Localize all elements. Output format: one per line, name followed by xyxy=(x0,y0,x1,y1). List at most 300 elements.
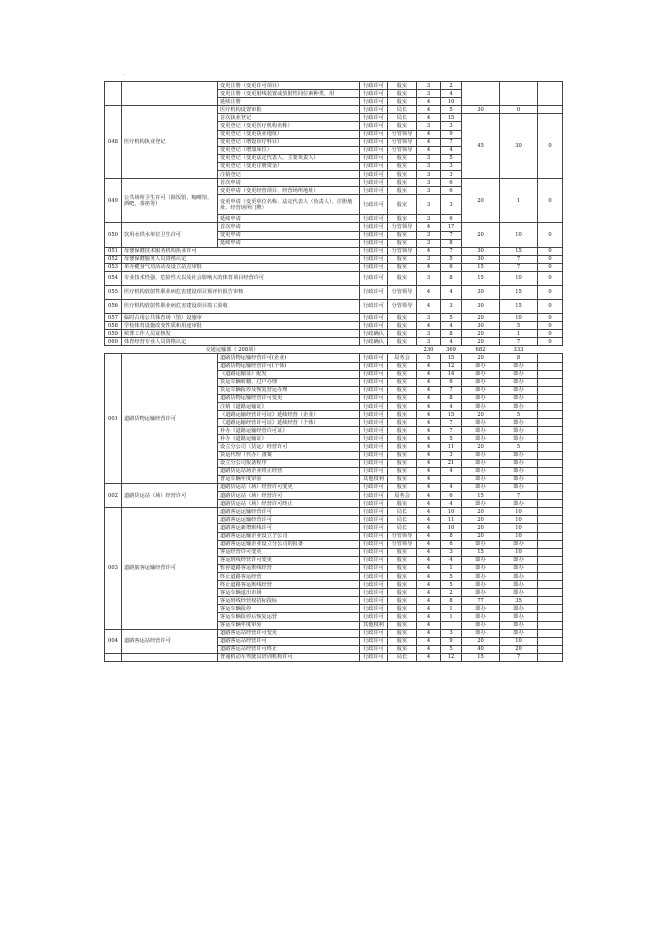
approver: 股室 xyxy=(388,338,417,346)
steps: 3 xyxy=(417,215,441,223)
approver: 股室 xyxy=(388,459,417,467)
item-type: 行政许可 xyxy=(360,556,388,564)
materials: 4 xyxy=(441,467,462,475)
steps: 4 xyxy=(417,130,441,138)
approver: 股室 xyxy=(388,500,417,508)
steps: 5 xyxy=(417,354,441,362)
item-type: 行政许可 xyxy=(360,508,388,516)
materials: 3 xyxy=(441,451,462,459)
materials: 3 xyxy=(441,299,462,313)
item-type: 行政许可 xyxy=(360,500,388,508)
steps: 4 xyxy=(417,629,441,637)
fee: 0 xyxy=(538,255,563,263)
item-name: 注销登记 xyxy=(218,171,360,179)
materials: 14 xyxy=(441,370,462,378)
steps: 3 xyxy=(417,313,441,321)
item-name: 道路货物运输经营许可(个体) xyxy=(218,362,360,370)
steps: 3 xyxy=(417,179,441,187)
item-type: 行政许可 xyxy=(360,354,388,362)
group-no: 001 xyxy=(105,354,122,484)
blank-cell xyxy=(388,346,417,354)
approver: 局长 xyxy=(388,114,417,122)
item-type: 行政许可 xyxy=(360,629,388,637)
promise-days: 10 xyxy=(500,532,538,540)
materials: 7 xyxy=(441,138,462,146)
legal-days: 即办 xyxy=(462,467,500,475)
legal-days: 20 xyxy=(462,338,500,346)
group-no: 059 xyxy=(105,330,122,338)
item-type: 行政确认 xyxy=(360,330,388,338)
fee xyxy=(538,451,563,459)
item-name: 道路客运站经营许可终止 xyxy=(218,645,360,653)
approver: 股室 xyxy=(388,378,417,386)
steps: 4 xyxy=(417,247,441,255)
approver: 股室 xyxy=(388,179,417,187)
legal-days: 即办 xyxy=(462,435,500,443)
item-name: 暂停道路客运班线经营 xyxy=(218,564,360,572)
fee xyxy=(538,645,563,653)
steps: 4 xyxy=(417,443,441,451)
item-type: 行政许可 xyxy=(360,271,388,285)
item-type: 行政许可 xyxy=(360,645,388,653)
materials: 7 xyxy=(441,231,462,239)
steps: 4 xyxy=(417,322,441,330)
item-type: 行政许可 xyxy=(360,179,388,187)
item-name: 客运车辆报停后恢复运营 xyxy=(218,613,360,621)
approver: 股室 xyxy=(388,427,417,435)
item-name: 补办《道路运输证》 xyxy=(218,435,360,443)
item-name: 医疗机构设置审批 xyxy=(218,106,360,114)
materials: 8 xyxy=(441,597,462,605)
fee: 0 xyxy=(538,114,563,179)
materials: 6 xyxy=(441,215,462,223)
approver: 股室 xyxy=(388,187,417,195)
group-name: 医疗机构放射性职业病危害建设项目竣工验收 xyxy=(122,299,360,313)
item-name: 普运车辆年度审验 xyxy=(218,475,360,483)
promise-days: 7 xyxy=(500,255,538,263)
fee xyxy=(538,475,563,483)
materials: 3 xyxy=(441,122,462,130)
item-type: 行政许可 xyxy=(360,589,388,597)
steps: 3 xyxy=(417,187,441,195)
fee xyxy=(538,532,563,540)
item-type: 行政许可 xyxy=(360,106,388,114)
legal-days: 即办 xyxy=(462,427,500,435)
fee xyxy=(538,564,563,572)
fee xyxy=(538,500,563,508)
approver: 分管领导 xyxy=(388,223,417,231)
approver: 股室 xyxy=(388,215,417,223)
steps: 4 xyxy=(417,500,441,508)
fee xyxy=(538,378,563,386)
fee xyxy=(538,403,563,411)
item-type: 行政许可 xyxy=(360,187,388,195)
materials: 11 xyxy=(441,443,462,451)
materials: 8 xyxy=(441,532,462,540)
approver: 股室 xyxy=(388,263,417,271)
group-name: 单办健身气功活动及设立站点审批 xyxy=(122,263,360,271)
legal-days: 15 xyxy=(462,548,500,556)
table-row xyxy=(105,223,563,231)
item-type: 行政许可 xyxy=(360,524,388,532)
item-type: 行政许可 xyxy=(360,581,388,589)
fee xyxy=(538,411,563,419)
section-header-row xyxy=(105,346,563,354)
item-type: 其他权利 xyxy=(360,621,388,629)
item-type: 行政许可 xyxy=(360,443,388,451)
group-no: 053 xyxy=(105,263,122,271)
item-type: 行政许可 xyxy=(360,138,388,146)
fee xyxy=(538,467,563,475)
group-no: 052 xyxy=(105,255,122,263)
steps: 4 xyxy=(417,467,441,475)
approver: 股室 xyxy=(388,231,417,239)
materials: 4 xyxy=(441,500,462,508)
legal-days: 即办 xyxy=(462,451,500,459)
item-name: 首次执业登记 xyxy=(218,114,360,122)
fee: 0 xyxy=(538,330,563,338)
fee: 0 xyxy=(538,271,563,285)
legal-days: 即办 xyxy=(462,475,500,483)
fee xyxy=(538,508,563,516)
group-no: 058 xyxy=(105,322,122,330)
materials-total: 369 xyxy=(441,346,462,354)
materials: 3 xyxy=(441,548,462,556)
approver: 局长 xyxy=(388,106,417,114)
fee xyxy=(538,548,563,556)
item-name: 首次申请 xyxy=(218,179,360,187)
fee xyxy=(538,613,563,621)
promise-days: 即办 xyxy=(500,564,538,572)
legal-days: 20 xyxy=(462,508,500,516)
group-name: 母婴保健服务人员资格认定 xyxy=(122,255,360,263)
item-type: 行政许可 xyxy=(360,403,388,411)
steps: 4 xyxy=(417,556,441,564)
steps: 3 xyxy=(417,239,441,247)
corner-mark: · xyxy=(123,72,125,78)
approver: 股室 xyxy=(388,629,417,637)
legal-days: 20 xyxy=(462,637,500,645)
approver: 股室 xyxy=(388,605,417,613)
approver: 分管领导 xyxy=(388,138,417,146)
group-no xyxy=(105,82,122,106)
table-row xyxy=(105,106,563,114)
table-row xyxy=(105,247,563,255)
approver: 股室 xyxy=(388,90,417,98)
item-name: 客运经营许可变更 xyxy=(218,548,360,556)
item-name: 变更登记（变更注册资金） xyxy=(218,162,360,170)
legal-days: 77 xyxy=(462,597,500,605)
steps: 4 xyxy=(417,508,441,516)
steps: 4 xyxy=(417,114,441,122)
steps: 3 xyxy=(417,330,441,338)
item-type: 行政许可 xyxy=(360,98,388,106)
materials: 5 xyxy=(441,581,462,589)
item-type: 行政许可 xyxy=(360,386,388,394)
table-row xyxy=(105,271,563,285)
promise-days: 即办 xyxy=(500,451,538,459)
approver: 分管领导 xyxy=(388,540,417,548)
materials: 6 xyxy=(441,179,462,187)
materials: 4 xyxy=(441,285,462,299)
fee xyxy=(538,653,563,661)
steps: 4 xyxy=(417,106,441,114)
item-type: 行政许可 xyxy=(360,516,388,524)
promise-days: 10 xyxy=(500,548,538,556)
fee: 0 xyxy=(538,223,563,247)
item-type: 行政许可 xyxy=(360,483,388,491)
item-name: 变更登记（变更医疗机构名称） xyxy=(218,122,360,130)
fee xyxy=(538,581,563,589)
approver: 股室 xyxy=(388,419,417,427)
item-type: 行政许可 xyxy=(360,370,388,378)
fee: 0 xyxy=(538,285,563,299)
steps: 4 xyxy=(417,653,441,661)
steps: 3 xyxy=(417,82,441,90)
item-name: 客运班线经营许可变更 xyxy=(218,556,360,564)
approver: 股室 xyxy=(388,637,417,645)
steps: 4 xyxy=(417,451,441,459)
legal-days: 即办 xyxy=(462,613,500,621)
item-type: 行政许可 xyxy=(360,427,388,435)
approver: 股室 xyxy=(388,564,417,572)
item-type: 行政许可 xyxy=(360,285,388,299)
materials: 7 xyxy=(441,247,462,255)
fee: 0 xyxy=(538,338,563,346)
item-name: 注销《道路运输证》 xyxy=(218,403,360,411)
item-name: 货运车辆转籍、过户办理 xyxy=(218,378,360,386)
fee: 0 xyxy=(538,247,563,255)
approver: 股室 xyxy=(388,403,417,411)
approver: 股室 xyxy=(388,82,417,90)
fee xyxy=(538,427,563,435)
legal-days: 即办 xyxy=(462,386,500,394)
item-type: 行政确认 xyxy=(360,338,388,346)
steps: 4 xyxy=(417,621,441,629)
item-name: 道路货运站（场）经营许可 xyxy=(218,492,360,500)
item-name: 客运车辆退出市场 xyxy=(218,589,360,597)
legal-days: 30 xyxy=(462,285,500,299)
promise-days: 即办 xyxy=(500,467,538,475)
materials: 1 xyxy=(441,564,462,572)
steps: 4 xyxy=(417,572,441,580)
steps: 4 xyxy=(417,645,441,653)
table-row xyxy=(105,338,563,346)
materials: 10 xyxy=(441,98,462,106)
materials: 5 xyxy=(441,313,462,321)
materials: 15 xyxy=(441,354,462,362)
group-name: 专业技术性强、危险性大以及社会影响大的体育项目经营许可 xyxy=(122,271,360,285)
item-type: 行政许可 xyxy=(360,378,388,386)
legal-days: 即办 xyxy=(462,540,500,548)
table-row xyxy=(105,82,563,90)
group-name: 临时占用公共体育场（馆）设施审 xyxy=(122,313,360,321)
item-type: 行政许可 xyxy=(360,613,388,621)
fee xyxy=(538,106,563,114)
promise-days: 10 xyxy=(500,637,538,645)
steps: 3 xyxy=(417,271,441,285)
group-no: 057 xyxy=(105,313,122,321)
item-name: 延续申请 xyxy=(218,239,360,247)
promise-days: 即办 xyxy=(500,621,538,629)
legal-days: 45 xyxy=(462,114,500,179)
materials: 15 xyxy=(441,411,462,419)
item-name: 《道路运输经营许可证》延续经营（企业） xyxy=(218,411,360,419)
legal-days: 即办 xyxy=(462,459,500,467)
steps: 3 xyxy=(417,171,441,179)
group-no: 002 xyxy=(105,483,122,507)
fee xyxy=(538,524,563,532)
approver: 股室 xyxy=(388,271,417,285)
group-no: 051 xyxy=(105,247,122,255)
fee xyxy=(538,354,563,362)
item-name: 客运车辆报停 xyxy=(218,605,360,613)
legal-days: 即办 xyxy=(462,564,500,572)
materials: 17 xyxy=(441,223,462,231)
group-no: 003 xyxy=(105,508,122,629)
group-name: 殡葬工作人员证核发 xyxy=(122,330,360,338)
legal-days: 20 xyxy=(462,223,500,247)
steps: 4 xyxy=(417,370,441,378)
item-name: 货运车辆报停及恢复营运办理 xyxy=(218,386,360,394)
item-type: 行政许可 xyxy=(360,435,388,443)
steps: 4 xyxy=(417,403,441,411)
steps: 4 xyxy=(417,98,441,106)
approver: 股室 xyxy=(388,475,417,483)
item-name: 道路客运站经营许可变更 xyxy=(218,629,360,637)
legal-days: 20 xyxy=(462,516,500,524)
group-name: 饮用水供水单位卫生许可 xyxy=(122,223,218,247)
legal-days: 即办 xyxy=(462,605,500,613)
legal-days: 30 xyxy=(462,247,500,255)
steps: 4 xyxy=(417,597,441,605)
promise-days: 15 xyxy=(500,299,538,313)
materials: 8 xyxy=(441,330,462,338)
fee xyxy=(538,637,563,645)
legal-days: 即办 xyxy=(462,556,500,564)
table-row xyxy=(105,330,563,338)
item-name: 货运代理（代办）备案 xyxy=(218,451,360,459)
steps: 3 xyxy=(417,162,441,170)
steps: 4 xyxy=(417,419,441,427)
item-name: 首次申请 xyxy=(218,223,360,231)
approver: 股室 xyxy=(388,330,417,338)
promise-days: 10 xyxy=(500,524,538,532)
table-row xyxy=(105,653,563,661)
steps: 4 xyxy=(417,483,441,491)
promise-days: 即办 xyxy=(500,427,538,435)
legal-days: 20 xyxy=(462,330,500,338)
approver: 局长 xyxy=(388,516,417,524)
fee xyxy=(538,540,563,548)
item-type: 行政许可 xyxy=(360,492,388,500)
steps: 3 xyxy=(417,255,441,263)
steps: 4 xyxy=(417,411,441,419)
materials: 4 xyxy=(441,556,462,564)
approver: 局长 xyxy=(388,508,417,516)
item-type: 行政许可 xyxy=(360,637,388,645)
steps-total: 230 xyxy=(417,346,441,354)
item-name: 客运车辆年度审验 xyxy=(218,621,360,629)
item-type: 行政许可 xyxy=(360,548,388,556)
item-type: 行政许可 xyxy=(360,467,388,475)
table-row xyxy=(105,629,563,637)
steps: 4 xyxy=(417,386,441,394)
approver: 股室 xyxy=(388,613,417,621)
steps: 4 xyxy=(417,138,441,146)
item-name: 变更注册（变更许可项目） xyxy=(218,82,360,90)
promise-days: 即办 xyxy=(500,556,538,564)
steps: 4 xyxy=(417,581,441,589)
item-name: 道路客运运输企业设立子公司 xyxy=(218,532,360,540)
group-name: 母婴保健技术服务机构执业许可 xyxy=(122,247,360,255)
materials xyxy=(441,475,462,483)
group-name: 道路旅客运输经营许可 xyxy=(122,508,218,629)
materials: 5 xyxy=(441,435,462,443)
group-no: 056 xyxy=(105,299,122,313)
item-name: 道路货运站（场）经营许可终止 xyxy=(218,500,360,508)
materials: 5 xyxy=(441,572,462,580)
item-type: 行政许可 xyxy=(360,223,388,231)
item-name: 普通机动车驾驶员培训机构许可 xyxy=(218,653,360,661)
item-type: 行政许可 xyxy=(360,255,388,263)
legal-days-total: 682 xyxy=(462,346,500,354)
promise-days: 1 xyxy=(500,330,538,338)
promise-days: 5 xyxy=(500,322,538,330)
fee: 0 xyxy=(538,313,563,321)
legal-days: 即办 xyxy=(462,403,500,411)
steps: 3 xyxy=(417,338,441,346)
steps: 3 xyxy=(417,154,441,162)
item-type: 行政许可 xyxy=(360,195,388,215)
materials: 3 xyxy=(441,162,462,170)
legal-days: 即办 xyxy=(462,629,500,637)
group-name: 医疗机构放射性职业病危害建设项目预评价报告审核 xyxy=(122,285,360,299)
steps: 4 xyxy=(417,362,441,370)
approver: 股室 xyxy=(388,322,417,330)
promise-days: 即办 xyxy=(500,459,538,467)
legal-days: 20 xyxy=(462,354,500,362)
item-type: 行政许可 xyxy=(360,247,388,255)
materials: 5 xyxy=(441,154,462,162)
item-name: 补办《道路运输经营许可证》 xyxy=(218,427,360,435)
steps: 3 xyxy=(417,90,441,98)
promise-days: 7 xyxy=(500,653,538,661)
promise-days: 8 xyxy=(500,354,538,362)
promise-days: 10 xyxy=(500,516,538,524)
item-type: 其他权利 xyxy=(360,475,388,483)
legal-days: 15 xyxy=(462,492,500,500)
item-name: 终止道路客运经营 xyxy=(218,572,360,580)
materials: 4 xyxy=(441,338,462,346)
materials: 1 xyxy=(441,605,462,613)
group-name xyxy=(122,653,218,661)
approver: 股室 xyxy=(388,239,417,247)
materials: 8 xyxy=(441,271,462,285)
materials: 1 xyxy=(441,613,462,621)
promise-days: 7 xyxy=(500,263,538,271)
steps: 4 xyxy=(417,564,441,572)
item-name: 道路客运运输经营许可 xyxy=(218,516,360,524)
approver: 股室 xyxy=(388,162,417,170)
materials: 4 xyxy=(441,90,462,98)
materials: 6 xyxy=(441,540,462,548)
fee xyxy=(538,370,563,378)
legal-days: 30 xyxy=(462,255,500,263)
legal-days xyxy=(462,82,500,106)
materials: 21 xyxy=(441,459,462,467)
steps: 4 xyxy=(417,435,441,443)
